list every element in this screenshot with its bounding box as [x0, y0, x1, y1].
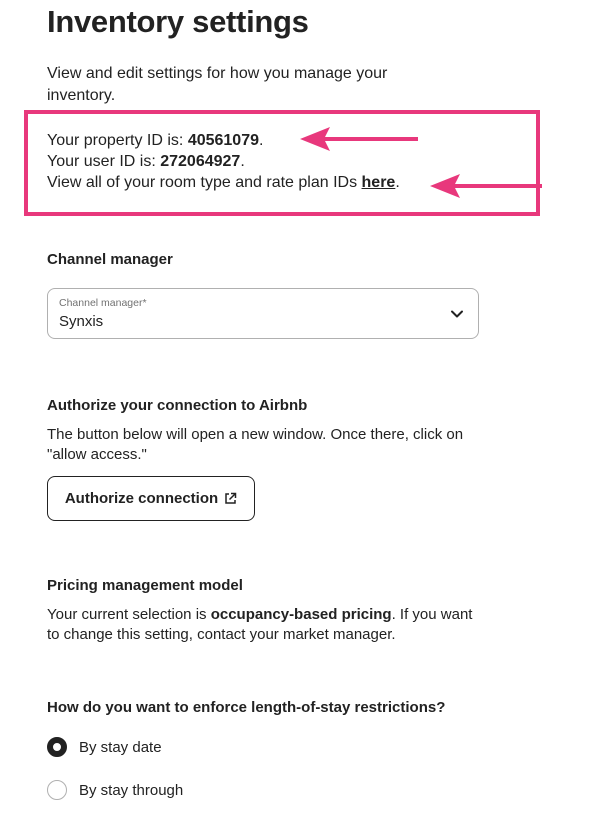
channel-manager-selected-value: Synxis — [59, 313, 104, 330]
authorize-connection-label: Authorize connection — [64, 490, 219, 507]
annotation-arrow-left-icon — [430, 174, 542, 198]
page-title: Inventory settings — [47, 4, 309, 39]
radio-checked-icon[interactable] — [47, 737, 67, 757]
radio-label: By stay date — [79, 738, 162, 756]
room-ids-suffix: . — [395, 174, 400, 191]
length-of-stay-question: How do you want to enforce length-of-stay restrictions? — [47, 699, 446, 716]
channel-manager-field-label: Channel manager* — [59, 297, 147, 309]
chevron-down-icon — [450, 307, 464, 321]
room-ids-label: View all of your room type and rate plan IDs — [47, 174, 362, 191]
authorize-connection-button[interactable] — [47, 476, 255, 521]
channel-manager-heading: Channel manager — [47, 251, 173, 268]
pricing-suffix: . If you want to change this setting, contact your market manager. — [47, 606, 473, 643]
radio-label: By stay through — [79, 781, 184, 799]
external-link-icon — [224, 492, 237, 505]
radio-option-by-stay-through[interactable] — [47, 780, 183, 800]
user-id-suffix: . — [240, 153, 245, 170]
pricing-description — [47, 605, 477, 645]
user-id-value: 272064927 — [160, 153, 241, 170]
authorize-heading: Authorize your connection to Airbnb — [47, 397, 308, 414]
pricing-model-value: occupancy-based pricing — [210, 606, 392, 623]
pricing-prefix: Your current selection is — [47, 606, 211, 623]
radio-option-by-stay-date[interactable] — [47, 737, 162, 757]
user-id-label: Your user ID is: — [47, 153, 161, 170]
room-ids-line — [47, 172, 400, 193]
room-ids-here-link[interactable]: here — [361, 174, 396, 191]
user-id-line — [47, 151, 400, 172]
channel-manager-select[interactable] — [47, 288, 479, 339]
property-id-suffix: . — [259, 132, 264, 149]
authorize-description: The button below will open a new window. Once there, click on "allow access." — [47, 426, 464, 463]
property-id-label: Your property ID is: — [47, 132, 188, 149]
page-intro: View and edit settings for how you manage your inventory. — [47, 65, 388, 104]
pricing-heading: Pricing management model — [47, 577, 243, 594]
annotation-arrow-left-icon — [300, 127, 420, 151]
radio-unchecked-icon[interactable] — [47, 780, 67, 800]
property-id-value: 40561079 — [187, 132, 259, 149]
